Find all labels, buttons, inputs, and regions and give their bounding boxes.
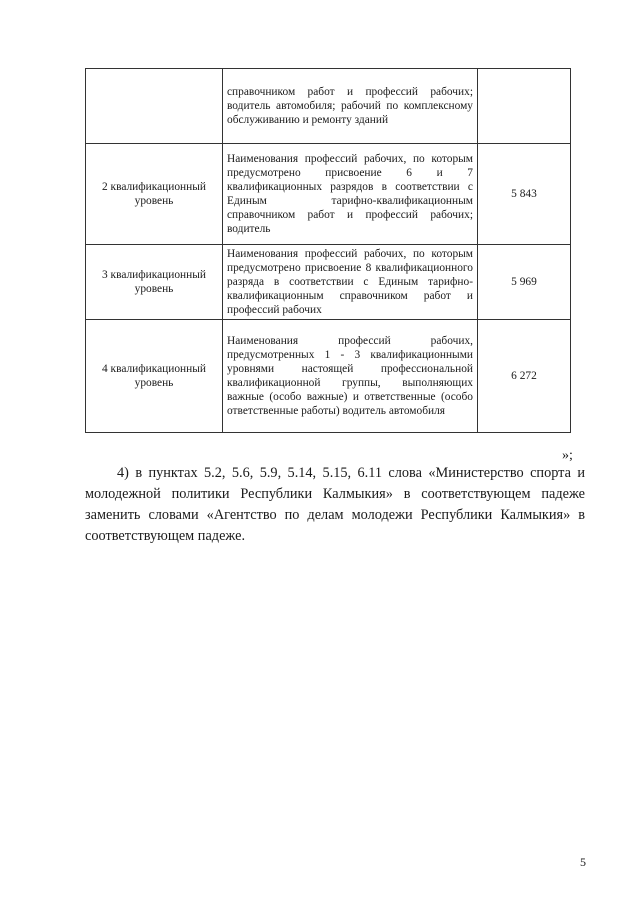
qualification-level-cell: 2 квалификационный уровень [86,144,223,245]
profession-description-cell: Наименования профессий рабочих, по которым предусмотрено присвоение 6 и 7 квалификационных разрядов в соответствии с Единым тарифно-квалификационным справочником работ и профессий рабочих; водитель [223,144,478,245]
salary-value-cell: 6 272 [478,320,571,433]
table-row [86,320,571,433]
profession-description-cell: Наименования профессий рабочих, по которым предусмотрено присвоение 8 квалификационного разряда в соответствии с Единым тарифно-квалификационным справочником работ и профессий рабочих [223,245,478,320]
salary-value-cell: 5 843 [478,144,571,245]
qualification-level-cell: 3 квалификационный уровень [86,245,223,320]
closing-quote-mark: »; [562,448,573,463]
qualification-level-cell: 4 квалификационный уровень [86,320,223,433]
salary-value-cell [478,69,571,144]
qualification-level-cell [86,69,223,144]
page-number: 5 [580,855,586,869]
amendment-paragraph: 4) в пунктах 5.2, 5.6, 5.9, 5.14, 5.15, 6.11 слова «Министерство спорта и молодежной политики Республики Калмыкия» в соответствующем падеже заменить словами «Агентство по делам молодежи Республики Калмыкия» в соответствующем падеже. [85,465,585,544]
salary-value-cell: 5 969 [478,245,571,320]
table-row [86,245,571,320]
table-row [86,144,571,245]
profession-description-cell: справочником работ и профессий рабочих; водитель автомобиля; рабочий по комплексному обслуживанию и ремонту зданий [223,69,478,144]
profession-description-cell: Наименования профессий рабочих, предусмотренных 1 - 3 квалификационными уровнями настоящей профессиональной квалификационной группы, выполняющих важные (особо важные) и ответственные (особо ответственные работы) водитель автомобиля [223,320,478,433]
table-row [86,69,571,144]
qualification-table [85,68,571,433]
